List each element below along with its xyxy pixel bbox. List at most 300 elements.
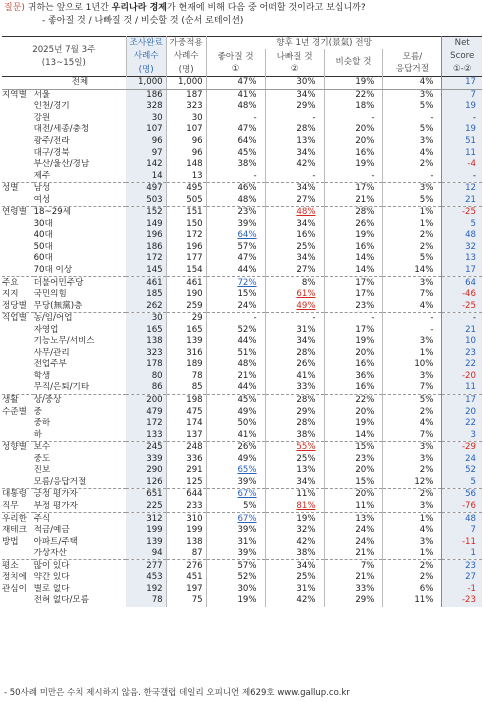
row-bad: 8% — [265, 277, 324, 289]
row-bad: 33% — [265, 382, 324, 394]
table-row — [2, 406, 482, 418]
row-good: 52% — [206, 324, 265, 336]
row-group — [2, 113, 34, 125]
row-group — [2, 101, 34, 113]
row-net: 5 — [442, 477, 482, 489]
row-n-survey: 186 — [126, 89, 166, 101]
row-net: 64 — [442, 277, 482, 289]
row-n-weight: 316 — [166, 348, 206, 360]
row-bad: 38% — [265, 429, 324, 441]
row-group: 방법 — [2, 536, 19, 547]
row-subgroup: 광주/전라 — [33, 136, 70, 146]
row-same: 22% — [324, 394, 383, 406]
row-net: -4 — [442, 159, 482, 171]
row-n-survey: 133 — [126, 429, 166, 441]
row-net: 7 — [442, 89, 482, 101]
row-same: 11% — [324, 501, 383, 513]
row-group — [2, 230, 34, 242]
row-good: 39% — [206, 477, 265, 489]
table-row — [2, 418, 482, 430]
row-dk: 2% — [383, 159, 442, 171]
row-n-weight: 197 — [166, 584, 206, 596]
header-bad-cell — [265, 49, 324, 77]
row-good: 31% — [206, 536, 265, 548]
row-n-weight: 107 — [166, 124, 206, 136]
row-good: 51% — [206, 348, 265, 360]
row-subgroup: 70대 이상 — [33, 265, 73, 276]
row-net: - — [442, 113, 482, 125]
row-bad: 27% — [265, 265, 324, 277]
row-net: 56 — [442, 489, 482, 501]
row-same: 15% — [324, 477, 383, 489]
row-n-weight: 475 — [166, 406, 206, 418]
row-subgroup: 강원 — [33, 112, 51, 123]
row-good: 49% — [206, 406, 265, 418]
results-table — [2, 36, 482, 607]
row-net: 13 — [442, 253, 482, 265]
row-good: 5% — [206, 501, 265, 513]
row-good: 64% — [206, 136, 265, 148]
row-same: 16% — [324, 359, 383, 371]
row-n-weight: 276 — [166, 560, 206, 572]
row-good: 44% — [206, 336, 265, 348]
row-net: 23 — [442, 560, 482, 572]
row-dk: 2% — [383, 406, 442, 418]
row-subgroup: 모름/응답거절 — [33, 476, 87, 487]
row-same: 13% — [324, 513, 383, 525]
row-net: -29 — [442, 441, 482, 453]
row-subgroup: 서울 — [34, 89, 127, 101]
row-group: 지지 — [2, 289, 19, 300]
row-group: 대통령 — [2, 489, 34, 501]
row-subgroup: 무직/은퇴/기타 — [33, 382, 90, 393]
row-same: 16% — [324, 242, 383, 254]
row-net: 23 — [442, 348, 482, 360]
table-row — [2, 536, 482, 548]
row-n-survey: 245 — [126, 441, 166, 453]
row-bad: 11% — [265, 489, 324, 501]
table-row — [2, 277, 482, 289]
row-n-survey: 78 — [126, 595, 166, 607]
row-good: - — [206, 170, 265, 182]
row-group — [2, 454, 34, 466]
row-dk: - — [383, 170, 442, 182]
row-n-weight: 190 — [166, 289, 206, 301]
row-bad: 81% — [265, 501, 324, 513]
row-n-weight: 138 — [166, 536, 206, 548]
row-dk: 10% — [383, 359, 442, 371]
row-good: 21% — [206, 371, 265, 383]
row-good: 47% — [206, 77, 265, 90]
row-net: 7 — [442, 525, 482, 537]
row-same: 20% — [324, 348, 383, 360]
row-good: 50% — [206, 418, 265, 430]
row-n-survey: 14 — [126, 170, 166, 182]
row-dk: 3% — [383, 371, 442, 383]
row-subgroup: 자영업 — [33, 324, 59, 335]
row-group: 평소 — [2, 560, 34, 572]
row-bad: 34% — [265, 253, 324, 265]
row-n-survey: 328 — [126, 101, 166, 113]
row-bad: 42% — [265, 595, 324, 607]
row-dk: 3% — [383, 441, 442, 453]
table-row — [2, 242, 482, 254]
row-same: 19% — [324, 336, 383, 348]
row-subgroup: 긍정 평가자 — [34, 489, 127, 501]
row-dk: 6% — [383, 584, 442, 596]
row-n-survey: 80 — [126, 371, 166, 383]
row-same: 23% — [324, 300, 383, 312]
row-subgroup: 가상자산 — [33, 548, 67, 559]
header-dk2: 응답거절 — [395, 63, 430, 74]
row-bad: 25% — [265, 242, 324, 254]
row-n-weight: 96 — [166, 136, 206, 148]
row-subgroup: 무당(無黨)층 — [33, 300, 83, 311]
row-same: 20% — [324, 489, 383, 501]
row-good: 57% — [206, 242, 265, 254]
table-row — [2, 548, 482, 560]
row-net: 22 — [442, 418, 482, 430]
row-subgroup: 중하 — [33, 418, 51, 429]
row-n-survey: 30 — [126, 113, 166, 125]
row-n-survey: 185 — [126, 289, 166, 301]
row-subgroup: 부정 평가자 — [33, 500, 78, 511]
table-row — [2, 429, 482, 441]
row-same: 17% — [324, 324, 383, 336]
row-dk: 3% — [383, 89, 442, 101]
row-n-survey: 196 — [126, 230, 166, 242]
row-net: -25 — [442, 207, 482, 219]
row-group — [2, 359, 34, 371]
row-same: 15% — [324, 441, 383, 453]
header-n-weight-top: 가중적용 — [166, 37, 206, 50]
row-n-weight: 137 — [166, 429, 206, 441]
row-dk: 5% — [383, 194, 442, 206]
row-dk: 4% — [383, 525, 442, 537]
row-n-weight: 85 — [166, 382, 206, 394]
row-net: -25 — [442, 300, 482, 312]
header-dk: 모름/ — [402, 51, 423, 62]
row-subgroup: 전업주부 — [33, 359, 67, 370]
row-bad: 26% — [265, 359, 324, 371]
row-net: 17 — [442, 77, 482, 90]
row-bad: 42% — [265, 536, 324, 548]
question-options: - 좋아질 것 / 나빠질 것 / 비슷할 것 (순서 로테이션) — [42, 16, 244, 26]
row-group — [2, 170, 34, 182]
row-n-weight: 187 — [166, 89, 206, 101]
row-good: 45% — [206, 394, 265, 406]
row-n-weight: 495 — [166, 182, 206, 194]
header-n-survey-unit: (명) — [126, 64, 166, 77]
question-text-bold: 우리나라 경제 — [111, 3, 167, 13]
row-bad: 28% — [265, 418, 324, 430]
row-group — [2, 147, 34, 159]
header-good-cell — [206, 49, 265, 77]
row-n-weight: 13 — [166, 170, 206, 182]
row-good: 65% — [206, 465, 265, 477]
header-good-num: ① — [231, 63, 240, 74]
row-n-survey: 651 — [126, 489, 166, 501]
row-dk: 12% — [383, 477, 442, 489]
row-n-weight: 177 — [166, 253, 206, 265]
row-net: 19 — [442, 101, 482, 113]
header-outlook-title: 향후 1년 경기(景氣) 전망 — [206, 37, 442, 50]
row-net: 48 — [442, 513, 482, 525]
header-bad: 나빠질 것 — [276, 51, 313, 62]
header-period: 2025년 7월 3주 — [32, 44, 96, 55]
row-bad: 48% — [265, 207, 324, 219]
row-dk: 4% — [383, 418, 442, 430]
row-bad: 34% — [265, 336, 324, 348]
row-n-weight: 139 — [166, 336, 206, 348]
row-n-weight: 248 — [166, 441, 206, 453]
row-dk: 1% — [383, 348, 442, 360]
row-bad: 19% — [265, 513, 324, 525]
row-dk: 7% — [383, 382, 442, 394]
row-net: 48 — [442, 230, 482, 242]
row-bad: 32% — [265, 525, 324, 537]
question-line — [4, 2, 480, 15]
row-subgroup: 사무/관리 — [33, 347, 70, 358]
row-n-weight: 323 — [166, 101, 206, 113]
row-net: -11 — [442, 536, 482, 548]
row-dk: 3% — [383, 136, 442, 148]
row-n-weight: 78 — [166, 371, 206, 383]
row-dk: 11% — [383, 595, 442, 607]
row-n-weight: 233 — [166, 501, 206, 513]
row-net: 21 — [442, 324, 482, 336]
row-bad: 34% — [265, 89, 324, 101]
row-same: 16% — [324, 382, 383, 394]
row-same: 20% — [324, 406, 383, 418]
row-subgroup: 학생 — [33, 370, 51, 381]
row-subgroup: 하 — [33, 429, 42, 440]
header-net-3: ①-② — [452, 64, 472, 74]
row-dk: 3% — [383, 182, 442, 194]
row-n-weight: 1,000 — [166, 77, 206, 90]
table-row — [2, 147, 482, 159]
table-row — [2, 348, 482, 360]
row-bad: 42% — [265, 159, 324, 171]
row-good: 24% — [206, 300, 265, 312]
row-good: 67% — [206, 489, 265, 501]
row-dk: 4% — [383, 77, 442, 90]
table-row — [2, 207, 482, 219]
row-n-survey: 225 — [126, 501, 166, 513]
row-group: 성향별 — [2, 441, 34, 453]
row-n-weight: 259 — [166, 300, 206, 312]
row-subgroup: 기능노무/서비스 — [33, 336, 95, 347]
row-good: 57% — [206, 560, 265, 572]
row-same: 26% — [324, 219, 383, 231]
row-good: 39% — [206, 219, 265, 231]
row-bad: 34% — [265, 147, 324, 159]
table-row — [2, 454, 482, 466]
row-group — [2, 159, 34, 171]
row-n-survey: 461 — [126, 277, 166, 289]
row-same: 17% — [324, 289, 383, 301]
row-n-weight: 505 — [166, 194, 206, 206]
table-body — [2, 77, 482, 607]
row-good: 67% — [206, 513, 265, 525]
row-n-survey: 277 — [126, 560, 166, 572]
row-dk: 1% — [383, 207, 442, 219]
row-good: 39% — [206, 548, 265, 560]
row-net: -46 — [442, 289, 482, 301]
row-net: 27 — [442, 572, 482, 584]
row-net: 24 — [442, 454, 482, 466]
header-n-survey-sub: 사례수 — [126, 49, 166, 64]
table-row — [2, 465, 482, 477]
table-row — [2, 194, 482, 206]
row-n-weight: 125 — [166, 477, 206, 489]
row-bad: 38% — [265, 548, 324, 560]
row-subgroup: 국민의힘 — [33, 289, 67, 300]
row-good: 72% — [206, 277, 265, 289]
row-subgroup: 별로 없다 — [33, 583, 70, 594]
row-n-survey: 138 — [126, 336, 166, 348]
row-bad: 61% — [265, 289, 324, 301]
row-n-survey: 152 — [126, 207, 166, 219]
row-dk: 3% — [383, 454, 442, 466]
row-dk: 2% — [383, 230, 442, 242]
row-bad: 34% — [265, 477, 324, 489]
row-n-weight: 148 — [166, 159, 206, 171]
table-row — [2, 253, 482, 265]
row-subgroup: 보수 — [34, 441, 127, 453]
row-dk: 2% — [383, 242, 442, 254]
table-row — [2, 101, 482, 113]
row-n-weight: 30 — [166, 113, 206, 125]
row-net: 51 — [442, 136, 482, 148]
row-bad: 28% — [265, 394, 324, 406]
row-n-survey: 323 — [126, 348, 166, 360]
row-bad: 31% — [265, 324, 324, 336]
row-bad: 28% — [265, 348, 324, 360]
table-row — [2, 525, 482, 537]
row-n-survey: 165 — [126, 324, 166, 336]
row-group: 성별 — [2, 182, 34, 194]
row-subgroup: 40대 — [33, 230, 53, 241]
table-row — [2, 230, 482, 242]
table-row — [2, 289, 482, 301]
row-same: 21% — [324, 194, 383, 206]
row-net: -23 — [442, 595, 482, 607]
row-bad: 16% — [265, 230, 324, 242]
row-subgroup: 부산/울산/경남 — [33, 159, 90, 170]
row-group — [2, 194, 34, 206]
row-same: 22% — [324, 89, 383, 101]
row-dk: 14% — [383, 265, 442, 277]
row-same: 19% — [324, 77, 383, 90]
row-bad: 29% — [265, 406, 324, 418]
row-dk: 2% — [383, 560, 442, 572]
row-same: 16% — [324, 147, 383, 159]
row-same: - — [324, 113, 383, 125]
row-bad: 25% — [265, 454, 324, 466]
table-row — [2, 182, 482, 194]
table-row — [2, 501, 482, 513]
row-same: 20% — [324, 465, 383, 477]
row-subgroup: 중 — [33, 406, 42, 417]
table-row — [2, 595, 482, 607]
row-n-weight: 29 — [166, 312, 206, 324]
row-dk: 1% — [383, 219, 442, 231]
row-n-survey: 503 — [126, 194, 166, 206]
row-good: 49% — [206, 454, 265, 466]
header-good: 좋아질 것 — [217, 51, 254, 62]
row-group — [2, 136, 34, 148]
row-n-survey: 312 — [126, 513, 166, 525]
row-net: 12 — [442, 182, 482, 194]
row-n-survey: 126 — [126, 477, 166, 489]
table-row — [2, 77, 482, 90]
row-bad: - — [265, 170, 324, 182]
table-row — [2, 477, 482, 489]
row-good: 38% — [206, 159, 265, 171]
row-subgroup: 더불어민주당 — [34, 277, 127, 289]
row-net: -1 — [442, 584, 482, 596]
header-dates: (13~15일) — [41, 57, 86, 68]
row-dk: 5% — [383, 253, 442, 265]
row-good: 47% — [206, 124, 265, 136]
row-subgroup: 여성 — [33, 194, 51, 205]
row-n-survey: 107 — [126, 124, 166, 136]
row-subgroup: 60대 — [33, 253, 53, 264]
row-good: 15% — [206, 289, 265, 301]
row-same: 17% — [324, 182, 383, 194]
table-row — [2, 394, 482, 406]
row-group — [2, 548, 34, 560]
table-row — [2, 359, 482, 371]
row-group — [2, 595, 34, 607]
row-n-survey: 96 — [126, 136, 166, 148]
row-good: - — [206, 113, 265, 125]
row-good: 47% — [206, 253, 265, 265]
row-dk: 7% — [383, 429, 442, 441]
row-good: 45% — [206, 147, 265, 159]
row-net: 17 — [442, 394, 482, 406]
table-row — [2, 159, 482, 171]
row-same: - — [324, 312, 383, 324]
row-subgroup: 아파트/주택 — [33, 536, 78, 547]
row-group — [2, 324, 34, 336]
row-same: 19% — [324, 159, 383, 171]
row-dk: 5% — [383, 124, 442, 136]
row-n-weight: 451 — [166, 572, 206, 584]
row-group: 지역별 — [2, 89, 34, 101]
row-subgroup: 적금/예금 — [33, 525, 70, 536]
row-n-survey: 97 — [126, 147, 166, 159]
row-bad: 41% — [265, 371, 324, 383]
row-dk: 2% — [383, 489, 442, 501]
row-good: 46% — [206, 182, 265, 194]
row-bad: 30% — [265, 77, 324, 90]
row-subgroup: 전체 — [34, 77, 127, 90]
row-same: 14% — [324, 265, 383, 277]
row-subgroup: 진보 — [33, 465, 51, 476]
question-label: 질문) — [4, 3, 25, 13]
row-dk: 3% — [383, 536, 442, 548]
row-same: 19% — [324, 230, 383, 242]
row-group: 연령별 — [2, 207, 34, 219]
header-n-weight-unit: (명) — [166, 64, 206, 77]
row-group — [2, 371, 34, 383]
row-bad: 31% — [265, 584, 324, 596]
row-same: 14% — [324, 429, 383, 441]
row-net: 20 — [442, 406, 482, 418]
row-good: 48% — [206, 194, 265, 206]
